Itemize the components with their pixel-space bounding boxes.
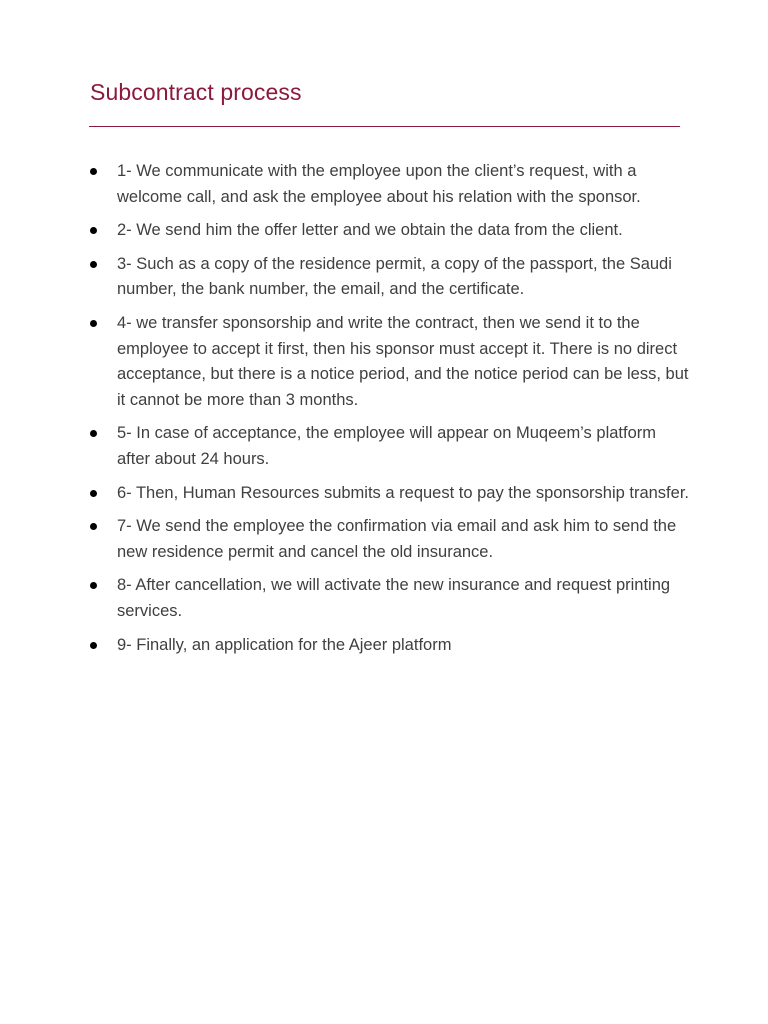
bullet-icon: [90, 642, 97, 649]
list-item: [117, 311, 692, 413]
step-text: 3- Such as a copy of the residence permit, a copy of the passport, the Saudi number, the bank number, the email, and the certificate.: [117, 254, 672, 299]
bullet-icon: [90, 320, 97, 327]
step-text: 6- Then, Human Resources submits a request to pay the sponsorship transfer.: [117, 483, 689, 502]
list-item: [117, 159, 692, 210]
title-divider: [89, 126, 680, 127]
bullet-icon: [90, 227, 97, 234]
list-item: [117, 481, 692, 507]
step-text: 2- We send him the offer letter and we obtain the data from the client.: [117, 221, 623, 240]
step-text: 7- We send the employee the confirmation via email and ask him to send the new residence permit and cancel the old insurance.: [117, 517, 677, 561]
bullet-icon: [90, 430, 97, 437]
document-title: Subcontract process: [90, 79, 302, 105]
process-step-list: [117, 159, 692, 666]
step-text: 8- After cancellation, we will activate the new insurance and request printing services.: [117, 576, 671, 620]
list-item: [117, 573, 692, 624]
step-text: 4- we transfer sponsorship and write the contract, then we send it to the employee to accept it first, then his sponsor must accept it. There is no direct acceptance, but there is a notice period, and the notice period can be less, but it cannot be more than 3 months.: [117, 313, 689, 409]
list-item: [117, 421, 692, 472]
list-item: [117, 514, 692, 565]
step-text: 9- Finally, an application for the Ajeer platform: [117, 635, 452, 654]
step-text: 1- We communicate with the employee upon the client’s request, with a welcome call, and ask the employee about his relation with the sponsor.: [117, 162, 641, 206]
bullet-icon: [90, 168, 97, 175]
bullet-icon: [90, 261, 97, 268]
list-item: [117, 252, 692, 303]
bullet-icon: [90, 523, 97, 530]
bullet-icon: [90, 582, 97, 589]
step-text: 5- In case of acceptance, the employee will appear on Muqeem’s platform after about 24 hours.: [117, 424, 656, 468]
list-item: [117, 218, 692, 244]
list-item: [117, 633, 692, 659]
bullet-icon: [90, 490, 97, 497]
